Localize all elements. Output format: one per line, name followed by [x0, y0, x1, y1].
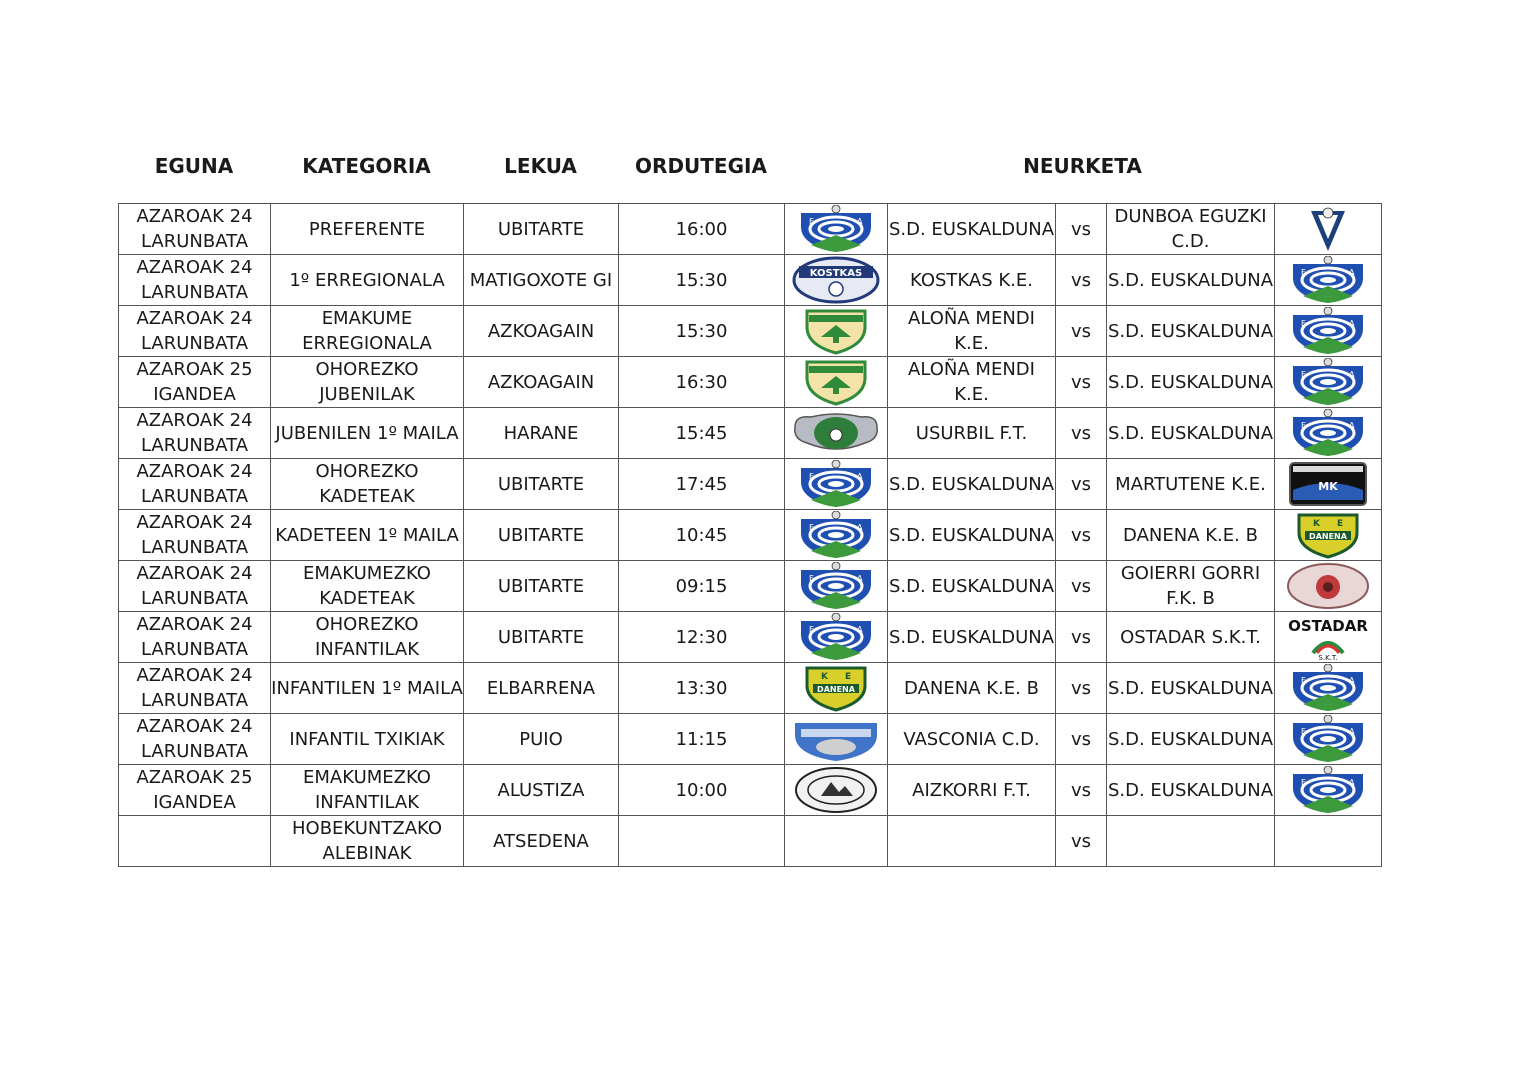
day-cell: AZAROAK 24 LARUNBATA: [119, 612, 271, 663]
away-logo-cell: [1275, 561, 1382, 612]
day-cell: AZAROAK 24 LARUNBATA: [119, 306, 271, 357]
svg-text:A: A: [857, 574, 863, 583]
place-cell: AZKOAGAIN: [464, 357, 619, 408]
table-row: [119, 408, 1382, 459]
category-cell: OHOREZKO JUBENILAK: [271, 357, 464, 408]
away-team-cell: GOIERRI GORRI F.K. B: [1107, 561, 1275, 612]
day-cell: AZAROAK 24 LARUNBATA: [119, 561, 271, 612]
martutene-crest-icon: [1287, 460, 1369, 508]
svg-text:KOSTKAS: KOSTKAS: [809, 268, 863, 279]
vs-cell: vs: [1056, 612, 1107, 663]
home-logo-cell: [785, 459, 888, 510]
table-row: [119, 612, 1382, 663]
home-logo-cell: [785, 510, 888, 561]
home-logo-cell: [785, 765, 888, 816]
place-cell: ATSEDENA: [464, 816, 619, 867]
home-team-cell: DANENA K.E. B: [888, 663, 1056, 714]
time-cell: [619, 816, 785, 867]
category-cell: OHOREZKO INFANTILAK: [271, 612, 464, 663]
svg-text:E: E: [845, 672, 852, 682]
home-logo-cell: [785, 357, 888, 408]
time-cell: 15:45: [619, 408, 785, 459]
goierri-gorri-crest-icon: [1285, 562, 1371, 610]
euskalduna-crest-icon: [1289, 358, 1367, 406]
category-cell: PREFERENTE: [271, 204, 464, 255]
home-logo-cell: [785, 408, 888, 459]
home-team-cell: VASCONIA C.D.: [888, 714, 1056, 765]
day-cell: AZAROAK 24 LARUNBATA: [119, 510, 271, 561]
away-team-cell: [1107, 816, 1275, 867]
away-logo-cell: [1275, 357, 1382, 408]
table-row: [119, 357, 1382, 408]
away-team-cell: S.D. EUSKALDUNA: [1107, 765, 1275, 816]
euskalduna-crest-icon: [797, 562, 875, 610]
table-row: [119, 561, 1382, 612]
category-cell: INFANTILEN 1º MAILA: [271, 663, 464, 714]
place-cell: HARANE: [464, 408, 619, 459]
table-row: [119, 663, 1382, 714]
header-match: NEURKETA: [1023, 154, 1142, 178]
day-cell: AZAROAK 24 LARUNBATA: [119, 408, 271, 459]
away-team-cell: S.D. EUSKALDUNA: [1107, 255, 1275, 306]
home-team-cell: S.D. EUSKALDUNA: [888, 459, 1056, 510]
svg-text:E: E: [1301, 727, 1307, 736]
svg-text:E: E: [1337, 519, 1344, 529]
home-team-cell: S.D. EUSKALDUNA: [888, 561, 1056, 612]
category-cell: EMAKUME ERREGIONALA: [271, 306, 464, 357]
euskalduna-crest-icon: [1289, 307, 1367, 355]
place-cell: UBITARTE: [464, 204, 619, 255]
euskalduna-crest-icon: [797, 613, 875, 661]
svg-text:A: A: [1349, 676, 1355, 685]
home-team-cell: ALOÑA MENDI K.E.: [888, 357, 1056, 408]
aizkorri-crest-icon: [793, 766, 879, 814]
day-cell: AZAROAK 25 IGANDEA: [119, 765, 271, 816]
svg-text:A: A: [1349, 319, 1355, 328]
away-logo-cell: [1275, 459, 1382, 510]
home-team-cell: USURBIL F.T.: [888, 408, 1056, 459]
category-cell: EMAKUMEZKO KADETEAK: [271, 561, 464, 612]
svg-text:DANENA: DANENA: [817, 685, 855, 694]
day-cell: AZAROAK 24 LARUNBATA: [119, 663, 271, 714]
svg-text:E: E: [809, 472, 815, 481]
day-cell: [119, 816, 271, 867]
place-cell: UBITARTE: [464, 510, 619, 561]
time-cell: 11:15: [619, 714, 785, 765]
vs-cell: vs: [1056, 510, 1107, 561]
day-cell: AZAROAK 24 LARUNBATA: [119, 714, 271, 765]
svg-text:A: A: [857, 217, 863, 226]
table-row: [119, 816, 1382, 867]
away-team-cell: OSTADAR S.K.T.: [1107, 612, 1275, 663]
away-logo-cell: [1275, 510, 1382, 561]
table-row: [119, 459, 1382, 510]
vs-cell: vs: [1056, 765, 1107, 816]
place-cell: PUIO: [464, 714, 619, 765]
danena-crest-icon: [801, 664, 871, 712]
day-cell: AZAROAK 24 LARUNBATA: [119, 255, 271, 306]
time-cell: 10:45: [619, 510, 785, 561]
home-team-cell: AIZKORRI F.T.: [888, 765, 1056, 816]
away-logo-cell: [1275, 714, 1382, 765]
away-team-cell: S.D. EUSKALDUNA: [1107, 714, 1275, 765]
svg-text:K: K: [821, 672, 828, 682]
away-team-cell: S.D. EUSKALDUNA: [1107, 357, 1275, 408]
away-team-cell: S.D. EUSKALDUNA: [1107, 408, 1275, 459]
time-cell: 12:30: [619, 612, 785, 663]
svg-text:MK: MK: [1318, 480, 1338, 493]
away-logo-cell: [1275, 408, 1382, 459]
euskalduna-crest-icon: [797, 460, 875, 508]
home-logo-cell: [785, 306, 888, 357]
euskalduna-crest-icon: [1289, 256, 1367, 304]
away-team-cell: MARTUTENE K.E.: [1107, 459, 1275, 510]
danena-crest-icon: [1293, 511, 1363, 559]
vs-cell: vs: [1056, 816, 1107, 867]
svg-text:A: A: [1349, 727, 1355, 736]
place-cell: ALUSTIZA: [464, 765, 619, 816]
header-time: ORDUTEGIA: [635, 154, 767, 178]
vs-cell: vs: [1056, 204, 1107, 255]
table-row: [119, 765, 1382, 816]
kostkas-crest-icon: [791, 256, 881, 304]
vasconia-crest-icon: [791, 715, 881, 763]
place-cell: UBITARTE: [464, 561, 619, 612]
time-cell: 10:00: [619, 765, 785, 816]
time-cell: 13:30: [619, 663, 785, 714]
away-logo-cell: [1275, 765, 1382, 816]
category-cell: EMAKUMEZKO INFANTILAK: [271, 765, 464, 816]
svg-text:A: A: [1349, 370, 1355, 379]
euskalduna-crest-icon: [797, 511, 875, 559]
place-cell: AZKOAGAIN: [464, 306, 619, 357]
category-cell: KADETEEN 1º MAILA: [271, 510, 464, 561]
alona-mendi-crest-icon: [801, 358, 871, 406]
time-cell: 15:30: [619, 255, 785, 306]
svg-text:E: E: [1301, 370, 1307, 379]
time-cell: 16:30: [619, 357, 785, 408]
place-cell: ELBARRENA: [464, 663, 619, 714]
away-logo-cell: [1275, 306, 1382, 357]
vs-cell: vs: [1056, 663, 1107, 714]
svg-text:A: A: [857, 523, 863, 532]
svg-text:E: E: [1301, 778, 1307, 787]
away-team-cell: S.D. EUSKALDUNA: [1107, 306, 1275, 357]
svg-text:E: E: [1301, 421, 1307, 430]
vs-cell: vs: [1056, 561, 1107, 612]
home-team-cell: ALOÑA MENDI K.E.: [888, 306, 1056, 357]
place-cell: UBITARTE: [464, 612, 619, 663]
away-team-cell: DANENA K.E. B: [1107, 510, 1275, 561]
header-day: EGUNA: [154, 154, 234, 178]
category-cell: INFANTIL TXIKIAK: [271, 714, 464, 765]
svg-text:A: A: [1349, 778, 1355, 787]
ostadar-crest-icon: [1285, 613, 1371, 661]
alona-mendi-crest-icon: [801, 307, 871, 355]
category-cell: JUBENILEN 1º MAILA: [271, 408, 464, 459]
svg-text:DANENA: DANENA: [1309, 532, 1347, 541]
home-logo-cell: [785, 204, 888, 255]
place-cell: UBITARTE: [464, 459, 619, 510]
svg-text:K: K: [1313, 519, 1320, 529]
euskalduna-crest-icon: [1289, 715, 1367, 763]
vs-cell: vs: [1056, 459, 1107, 510]
header-category: KATEGORIA: [302, 154, 431, 178]
euskalduna-crest-icon: [1289, 766, 1367, 814]
svg-text:E: E: [809, 625, 815, 634]
away-logo-cell: [1275, 255, 1382, 306]
day-cell: AZAROAK 24 LARUNBATA: [119, 459, 271, 510]
place-cell: MATIGOXOTE GI: [464, 255, 619, 306]
svg-text:E: E: [809, 574, 815, 583]
time-cell: 09:15: [619, 561, 785, 612]
svg-text:E: E: [1301, 268, 1307, 277]
vs-cell: vs: [1056, 408, 1107, 459]
table-row: [119, 204, 1382, 255]
home-team-cell: S.D. EUSKALDUNA: [888, 612, 1056, 663]
time-cell: 16:00: [619, 204, 785, 255]
category-cell: 1º ERREGIONALA: [271, 255, 464, 306]
svg-text:E: E: [809, 217, 815, 226]
vs-cell: vs: [1056, 255, 1107, 306]
table-row: [119, 255, 1382, 306]
table-row: [119, 714, 1382, 765]
home-logo-cell: [785, 561, 888, 612]
svg-text:E: E: [1301, 676, 1307, 685]
category-cell: HOBEKUNTZAKO ALEBINAK: [271, 816, 464, 867]
time-cell: 15:30: [619, 306, 785, 357]
away-team-cell: DUNBOA EGUZKI C.D.: [1107, 204, 1275, 255]
dunboa-crest-icon: [1308, 205, 1348, 253]
svg-text:A: A: [857, 625, 863, 634]
home-team-cell: KOSTKAS K.E.: [888, 255, 1056, 306]
away-logo-cell: [1275, 663, 1382, 714]
time-cell: 17:45: [619, 459, 785, 510]
day-cell: AZAROAK 25 IGANDEA: [119, 357, 271, 408]
svg-text:OSTADAR: OSTADAR: [1288, 617, 1368, 635]
svg-text:A: A: [1349, 268, 1355, 277]
svg-text:A: A: [857, 472, 863, 481]
table-row: [119, 306, 1382, 357]
home-team-cell: S.D. EUSKALDUNA: [888, 510, 1056, 561]
vs-cell: vs: [1056, 714, 1107, 765]
away-logo-cell: [1275, 204, 1382, 255]
svg-text:E: E: [809, 523, 815, 532]
svg-text:E: E: [1301, 319, 1307, 328]
away-logo-cell: [1275, 612, 1382, 663]
home-logo-cell: [785, 816, 888, 867]
day-cell: AZAROAK 24 LARUNBATA: [119, 204, 271, 255]
euskalduna-crest-icon: [1289, 409, 1367, 457]
home-team-cell: [888, 816, 1056, 867]
euskalduna-crest-icon: [1289, 664, 1367, 712]
home-logo-cell: [785, 255, 888, 306]
vs-cell: vs: [1056, 306, 1107, 357]
away-team-cell: S.D. EUSKALDUNA: [1107, 663, 1275, 714]
table-row: [119, 510, 1382, 561]
away-logo-cell: [1275, 816, 1382, 867]
vs-cell: vs: [1056, 357, 1107, 408]
home-logo-cell: [785, 714, 888, 765]
home-logo-cell: [785, 612, 888, 663]
euskalduna-crest-icon: [797, 205, 875, 253]
home-team-cell: S.D. EUSKALDUNA: [888, 204, 1056, 255]
svg-text:A: A: [1349, 421, 1355, 430]
home-logo-cell: [785, 663, 888, 714]
usurbil-crest-icon: [791, 409, 881, 457]
header-place: LEKUA: [504, 154, 577, 178]
category-cell: OHOREZKO KADETEAK: [271, 459, 464, 510]
svg-text:S.K.T.: S.K.T.: [1318, 654, 1338, 661]
schedule-table: [118, 203, 1382, 867]
